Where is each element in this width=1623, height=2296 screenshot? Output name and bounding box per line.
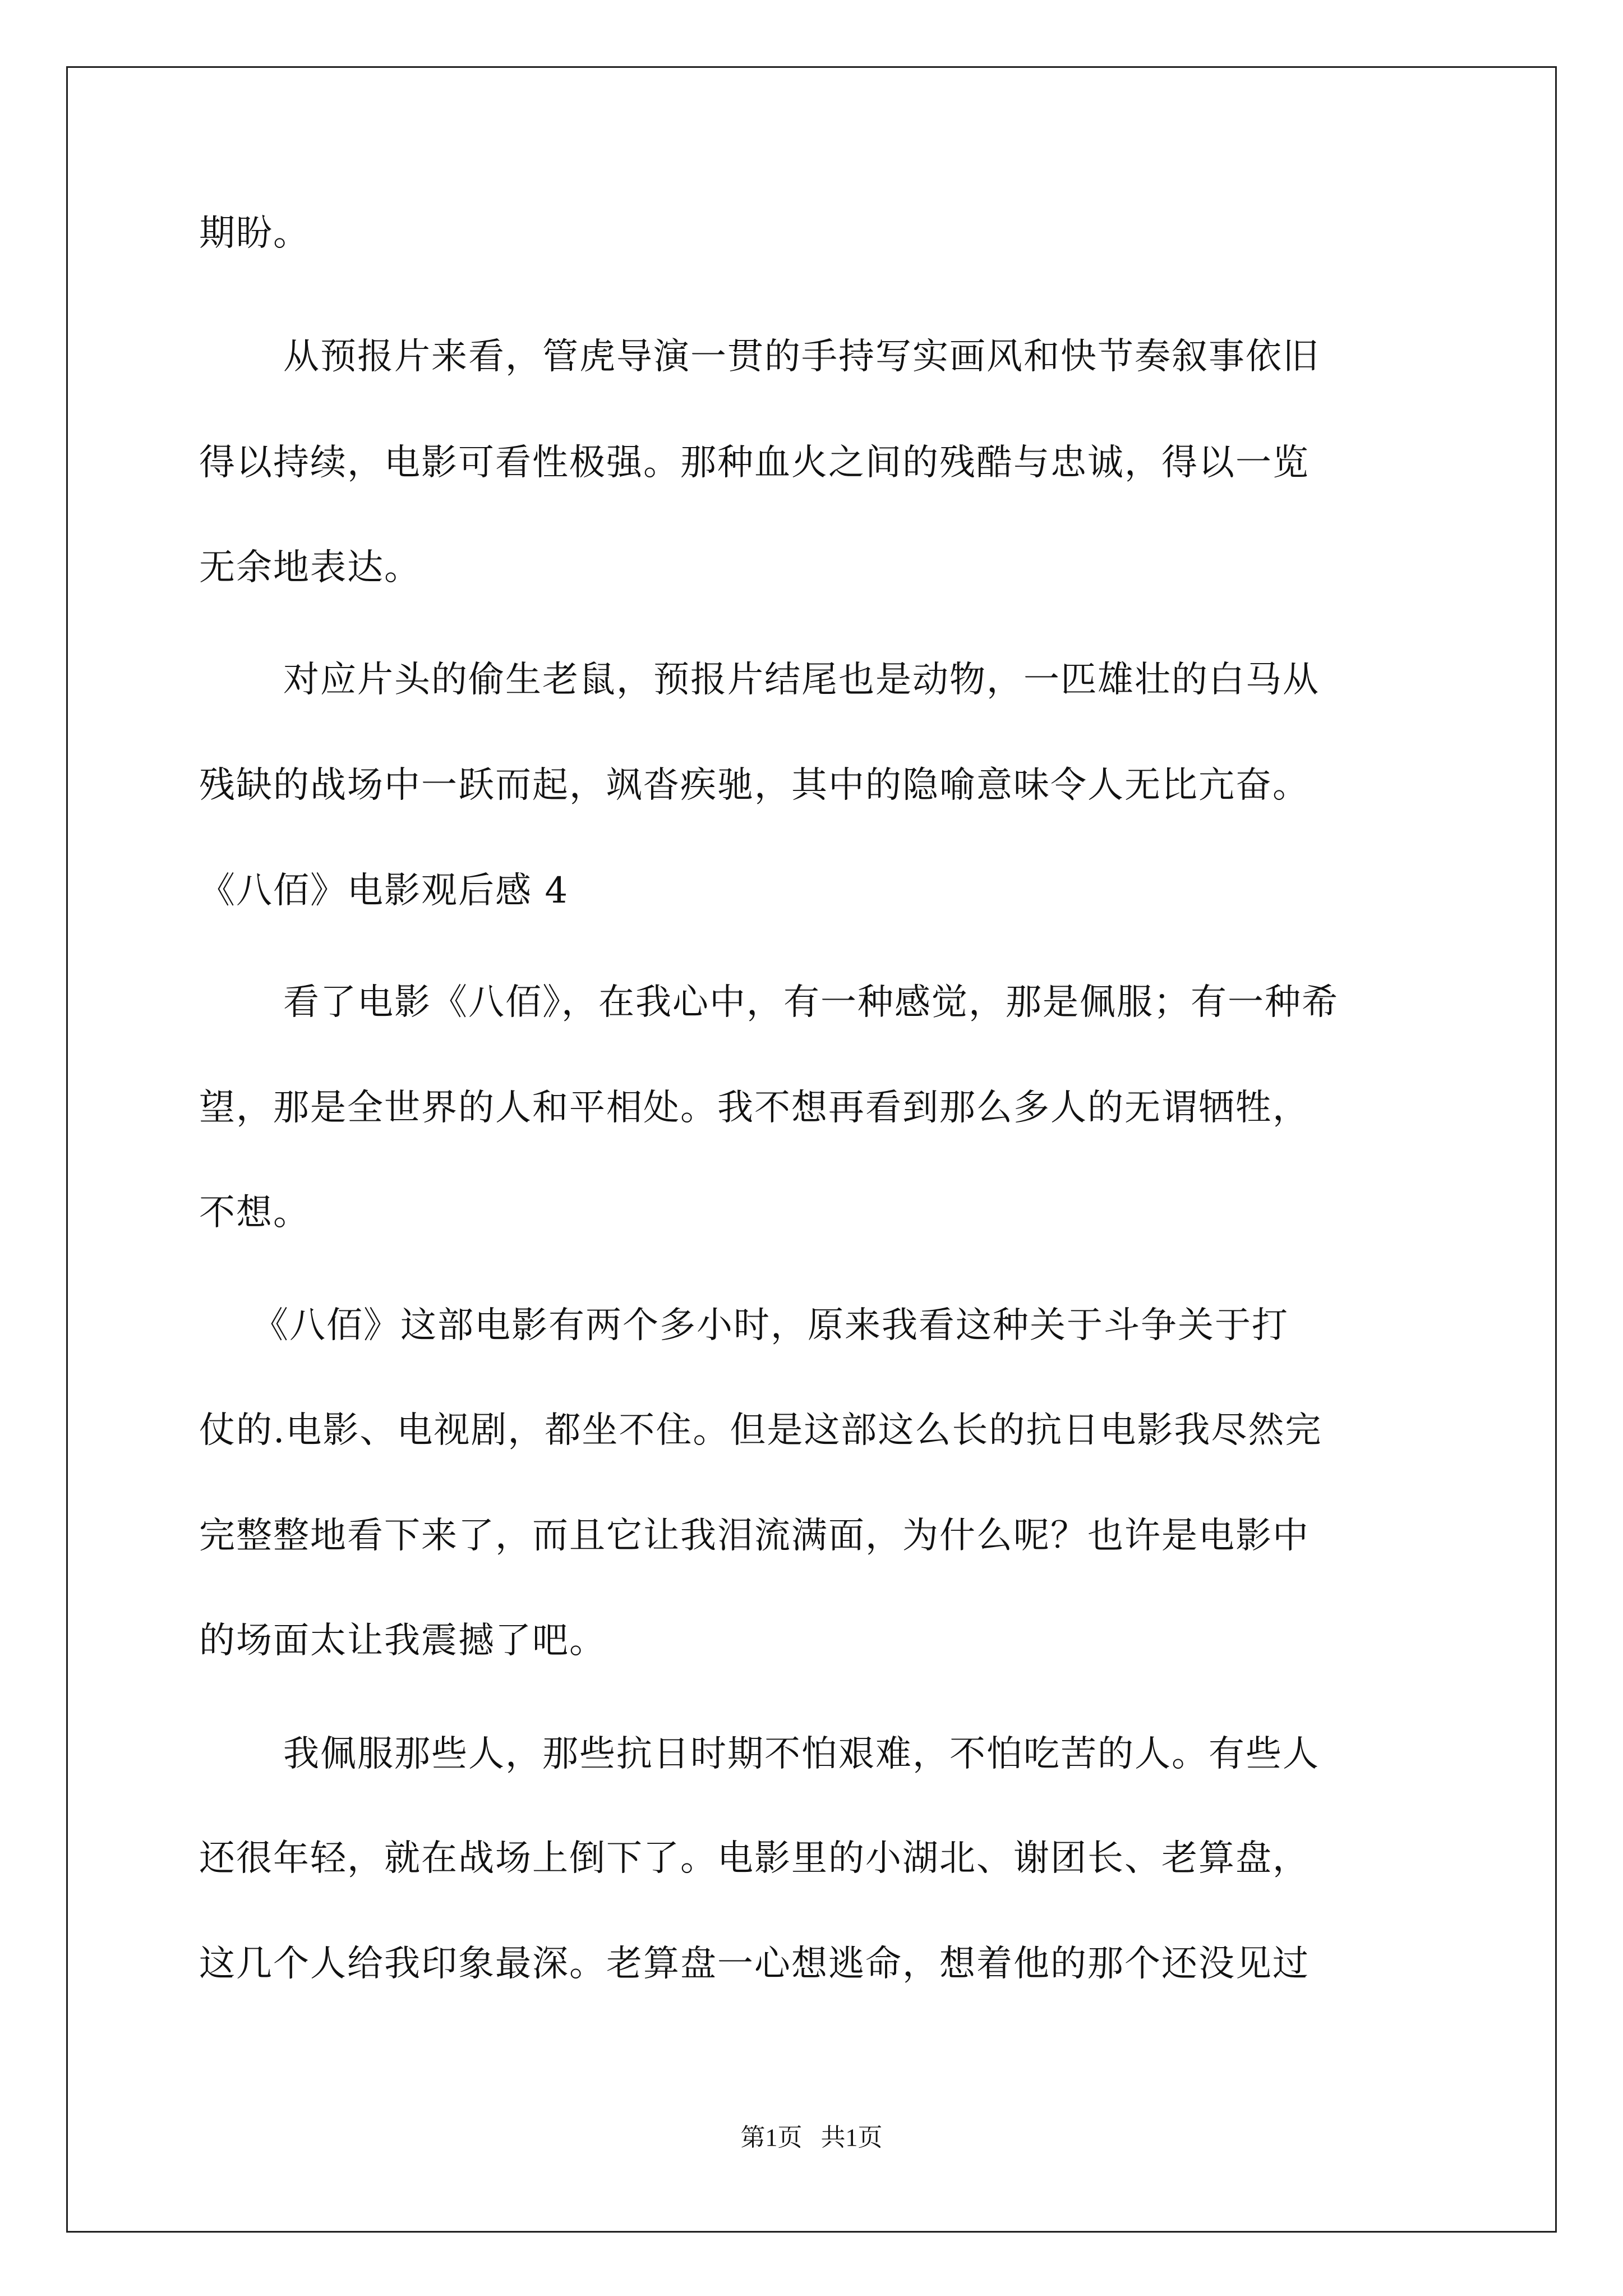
paragraph-first-line: 看了电影《八佰》，在我心中，有一种感觉，那是佩服；有一种希 [283,982,1339,1023]
text-line: 残缺的战场中一跃而起，飒沓疾驰，其中的隐喻意味令人无比亢奋。 [199,765,1310,806]
paragraph-first-line: 《八佰》这部电影有两个多小时，原来我看这种关于斗争关于打 [252,1305,1289,1346]
text-line: 仗的.电影、电视剧，都坐不住。但是这部这么长的抗日电影我尽然完 [199,1410,1322,1451]
text-line: 不想。 [199,1192,310,1234]
text-line: 无余地表达。 [199,547,421,588]
text-line: 望，那是全世界的人和平相处。我不想再看到那么多人的无谓牺牲， [199,1087,1310,1129]
text-line: 得以持续，电影可看性极强。那种血火之间的残酷与忠诚，得以一览 [199,442,1310,484]
text-line: 还很年轻，就在战场上倒下了。电影里的小湖北、谢团长、老算盘， [199,1838,1310,1879]
text-line: 的场面太让我震撼了吧。 [199,1620,606,1662]
text-line: 这几个人给我印象最深。老算盘一心想逃命，想着他的那个还没见过 [199,1943,1310,1985]
section-heading: 《八佰》电影观后感 4 [199,870,569,912]
page-number-footer: 第1页 共1页 [740,2124,883,2151]
text-line: 期盼。 [199,213,310,254]
paragraph-first-line: 我佩服那些人，那些抗日时期不怕艰难，不怕吃苦的人。有些人 [283,1733,1320,1775]
paragraph-first-line: 从预报片来看，管虎导演一贯的手持写实画风和快节奏叙事依旧 [283,336,1320,378]
page-border [66,66,1557,2233]
paragraph-first-line: 对应片头的偷生老鼠，预报片结尾也是动物，一匹雄壮的白马从 [283,659,1320,701]
text-line: 完整整地看下来了，而且它让我泪流满面，为什么呢？也许是电影中 [199,1515,1310,1557]
